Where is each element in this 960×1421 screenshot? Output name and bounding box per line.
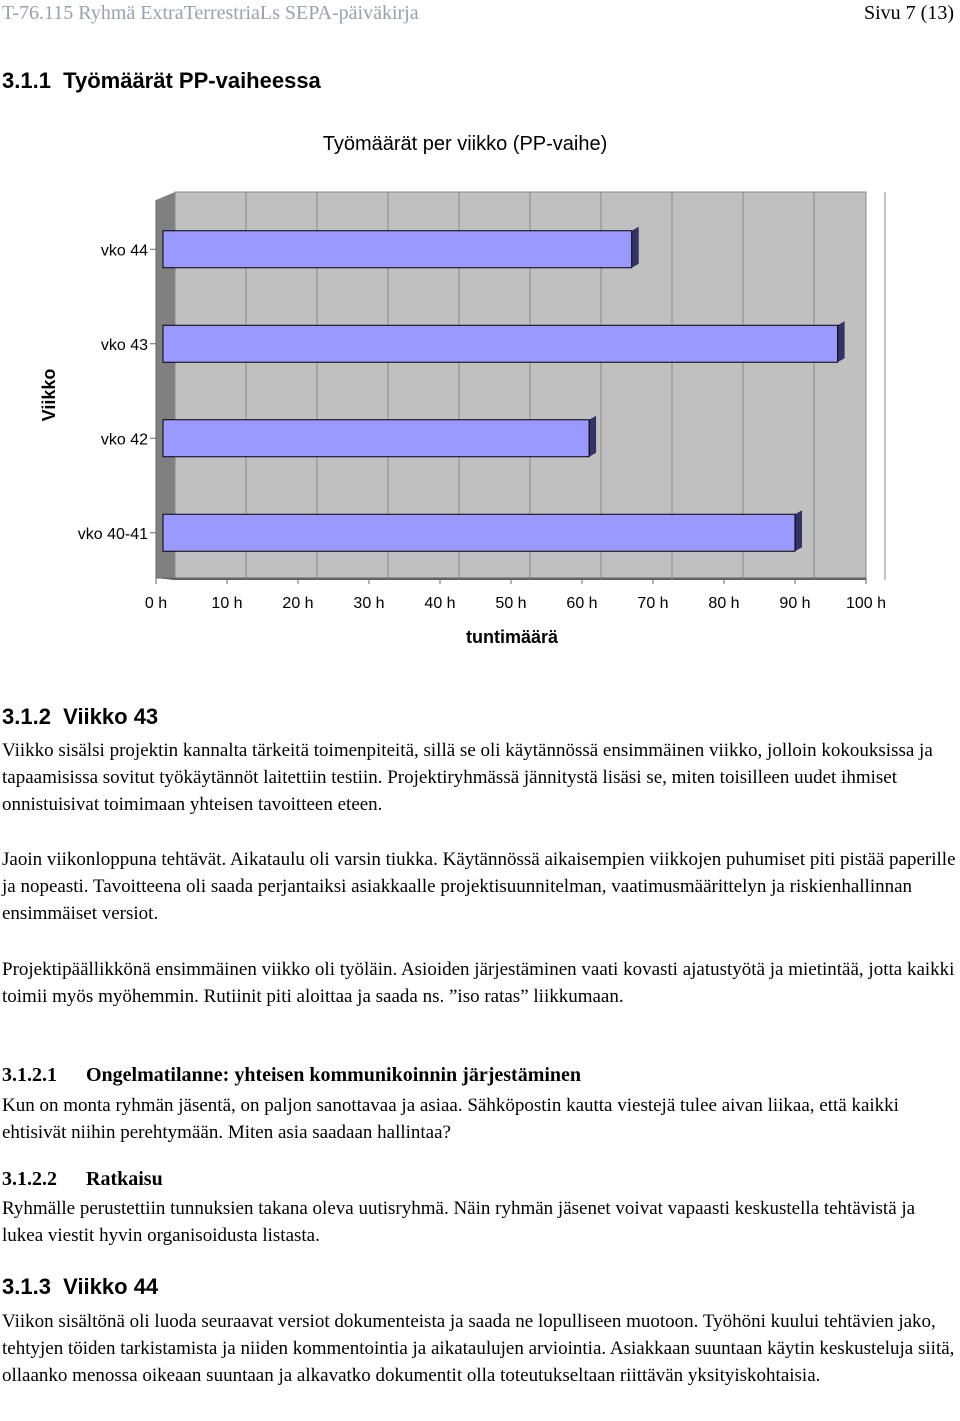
paragraph: Kun on monta ryhmän jäsentä, on paljon sanottavaa ja asiaa. Sähköpostin kautta viestejä tulee aivan liikaa, että kaikki ehtisivät niihin perehtymään. Miten asia saadaan hallintaa? [2,1095,899,1143]
category-label: vko 44 [100,242,148,260]
x-tick-label: 80 h [708,595,740,612]
page-number: Sivu 7 (13) [864,2,954,24]
section-title: Ongelmatilanne: yhteisen kommunikoinnin järjestäminen [86,1064,582,1086]
bar-vko-44 [163,231,632,268]
x-tick-label: 30 h [353,595,385,612]
paragraph: Ryhmälle perustettiin tunnuksien takana oleva uutisryhmä. Näin ryhmän jäsenet voivat vapaasti keskustella tehtävistä ja lukea viestit hyvin organisoidusta listasta. [2,1198,916,1246]
workload-bar-chart [0,120,960,660]
bar-vko-43 [163,325,838,362]
x-tick-label: 0 h [144,595,168,612]
bar-side [589,416,596,457]
section-heading-3-1-1 [2,68,321,94]
section-3-1-2-body [2,737,958,818]
section-number: 3.1.2.2 [2,1168,57,1190]
bar-side [795,510,802,551]
section-3-1-2-2-body [2,1195,958,1249]
section-heading-3-1-2-2 [2,1168,163,1191]
chart-x-tick-labels [145,578,886,612]
section-title: Viikko 44 [63,1274,159,1299]
page-header [0,0,960,30]
x-tick-label: 90 h [779,595,811,612]
section-title: Ratkaisu [86,1168,163,1190]
section-3-1-2-body [2,956,958,1010]
bar-vko-40-41 [163,514,795,551]
x-tick-label: 70 h [637,595,669,612]
bar-side [838,321,845,362]
x-tick-label: 100 h [845,595,887,612]
x-tick-label: 10 h [211,595,243,612]
section-heading-3-1-3 [2,1274,158,1300]
section-number: 3.1.3 [2,1274,51,1299]
category-label: vko 40-41 [77,525,148,543]
paragraph: Projektipäällikkönä ensimmäinen viikko oli työläin. Asioiden järjestäminen vaati kovasti ajatustyötä ja mietintää, jotta kaikki toimii myös myöhemmin. Rutiinit piti aloittaa ja saada ns. ”iso ratas” liikkumaan. [2,959,955,1007]
category-label: vko 43 [100,336,148,354]
chart-title: Työmäärät per viikko (PP-vaihe) [322,133,608,155]
chart-x-axis-label: tuntimäärä [465,627,559,647]
chart-category-labels [78,242,156,543]
x-tick-label: 60 h [566,595,598,612]
section-3-1-2-1-body [2,1092,958,1146]
x-tick-label: 20 h [282,595,314,612]
section-3-1-2-body [2,846,958,927]
section-number: 3.1.2.1 [2,1064,57,1086]
section-number: 3.1.2 [2,704,51,729]
section-heading-3-1-2-1 [2,1064,581,1087]
paragraph: Viikko sisälsi projektin kannalta tärkeitä toimenpiteitä, sillä se oli käytännössä ensimmäinen viikko, jolloin kokouksissa ja tapaamisissa sovitut työkäytännöt laitettiin testiin. Projektiryhmässä jännitystä lisäsi se, miten toisilleen uudet ihmiset onnistuisivat toimimaan yhteisen tavoitteen eteen. [2,740,933,815]
paragraph: Viikon sisältönä oli luoda seuraavat versiot dokumenteista ja saada ne lopulliseen muotoon. Työhöni kuului tehtävien jako, tehtyjen töiden tarkistamista ja niiden kommentointia ja aikataulujen arviointia. Asiakkaan suuntaan käytin keskusteluja siitä, ollaanko menossa oikeaan suuntaan ja alkavatko dokumentit olla toteutukseltaan riittävän yksityiskohtaisia. [2,1311,955,1386]
section-number: 3.1.1 [2,68,51,93]
category-label: vko 42 [100,431,148,449]
section-title: Työmäärät PP-vaiheessa [63,68,321,93]
bar-vko-42 [163,420,589,457]
paragraph: Jaoin viikonloppuna tehtävät. Aikataulu oli varsin tiukka. Käytännössä aikaisempien viikkojen puhumiset piti pistää paperille ja nopeasti. Tavoitteena oli saada perjantaiksi asiakkaalle projektisuunnitelman, vaatimusmäärittelyn ja riskienhallinnan ensimmäiset versiot. [2,849,956,924]
section-3-1-3-body [2,1308,958,1389]
document-title: T-76.115 Ryhmä ExtraTerrestriaLs SEPA-päiväkirja [2,2,419,24]
section-heading-3-1-2 [2,704,158,730]
chart-y-axis-label: Viikko [39,368,59,422]
section-title: Viikko 43 [63,704,159,729]
x-tick-label: 50 h [495,595,527,612]
bar-side [632,227,639,268]
x-tick-label: 40 h [424,595,456,612]
